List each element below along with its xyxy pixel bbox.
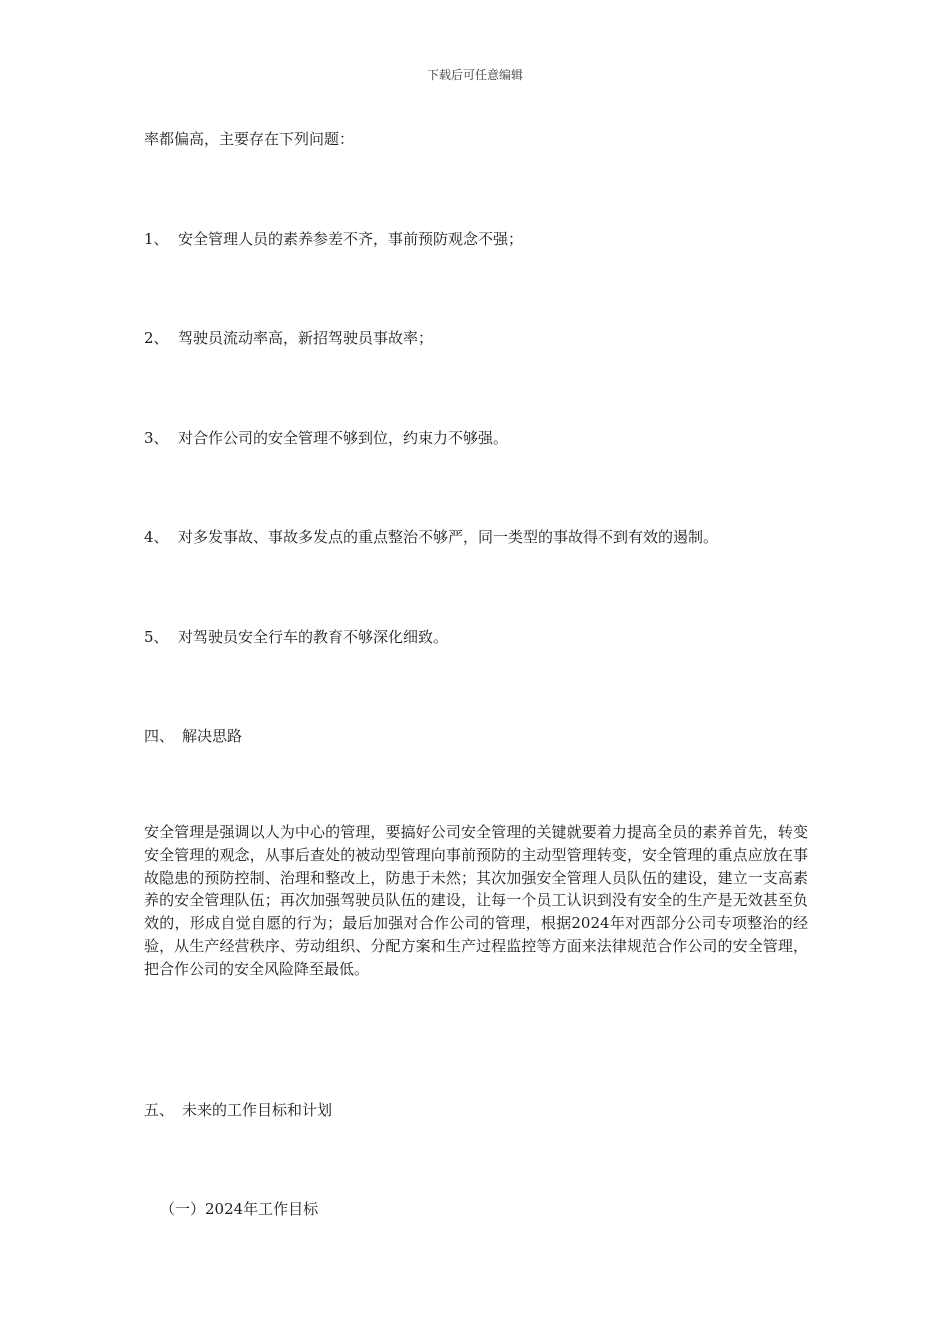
- issue-item-2: [144, 327, 433, 348]
- issue-number: 4、: [144, 528, 169, 546]
- issue-item-5: [144, 626, 448, 647]
- intro-text: 率都偏高，主要存在下列问题：: [144, 130, 355, 148]
- issue-text: 对合作公司的安全管理不够到位，约束力不够强。: [178, 429, 509, 447]
- issue-text: 对多发事故、事故多发点的重点整治不够严，同一类型的事故得不到有效的遏制。: [178, 528, 719, 546]
- issue-number: 3、: [144, 429, 169, 447]
- issue-item-1: [144, 228, 523, 249]
- section-number: 四、: [144, 727, 175, 745]
- issue-text: 安全管理人员的素养参差不齐，事前预防观念不强；: [178, 230, 524, 248]
- subsection-heading: （一）2024年工作目标: [160, 1200, 319, 1218]
- issue-text: 驾驶员流动率高，新招驾驶员事故率；: [178, 329, 434, 347]
- issue-number: 2、: [144, 329, 169, 347]
- section-title: 解决思路: [182, 727, 243, 745]
- issue-text: 对驾驶员安全行车的教育不够深化细致。: [178, 628, 449, 646]
- issue-item-4: [144, 526, 718, 547]
- solution-paragraph: 安全管理是强调以人为中心的管理，要搞好公司安全管理的关键就要着力提高全员的素养首先，转变安全管理的观念，从事后查处的被动型管理向事前预防的主动型管理转变，安全管理的重点应放在事故隐患的预防控制、治理和整改上，防患于未然；其次加强安全管理人员队伍的建设，建立一支高素养的安全管理队伍；再次加强驾驶员队伍的建设，让每一个员工认识到没有安全的生产是无效甚至负效的，形成自觉自愿的行为；最后加强对合作公司的管理，根据2024年对西部分公司专项整治的经验，从生产经营秩序、劳动组织、分配方案和生产过程监控等方面来法律规范合作公司的安全管理，把合作公司的安全风险降至最低。: [144, 823, 808, 978]
- section-number: 五、: [144, 1101, 175, 1119]
- issue-number: 5、: [144, 628, 169, 646]
- page-header: 下载后可任意编辑: [426, 68, 523, 82]
- issue-number: 1、: [144, 230, 169, 248]
- section-heading-5: [144, 1099, 332, 1120]
- issue-item-3: [144, 427, 508, 448]
- section-heading-4: [144, 725, 242, 746]
- section-title: 未来的工作目标和计划: [182, 1101, 333, 1119]
